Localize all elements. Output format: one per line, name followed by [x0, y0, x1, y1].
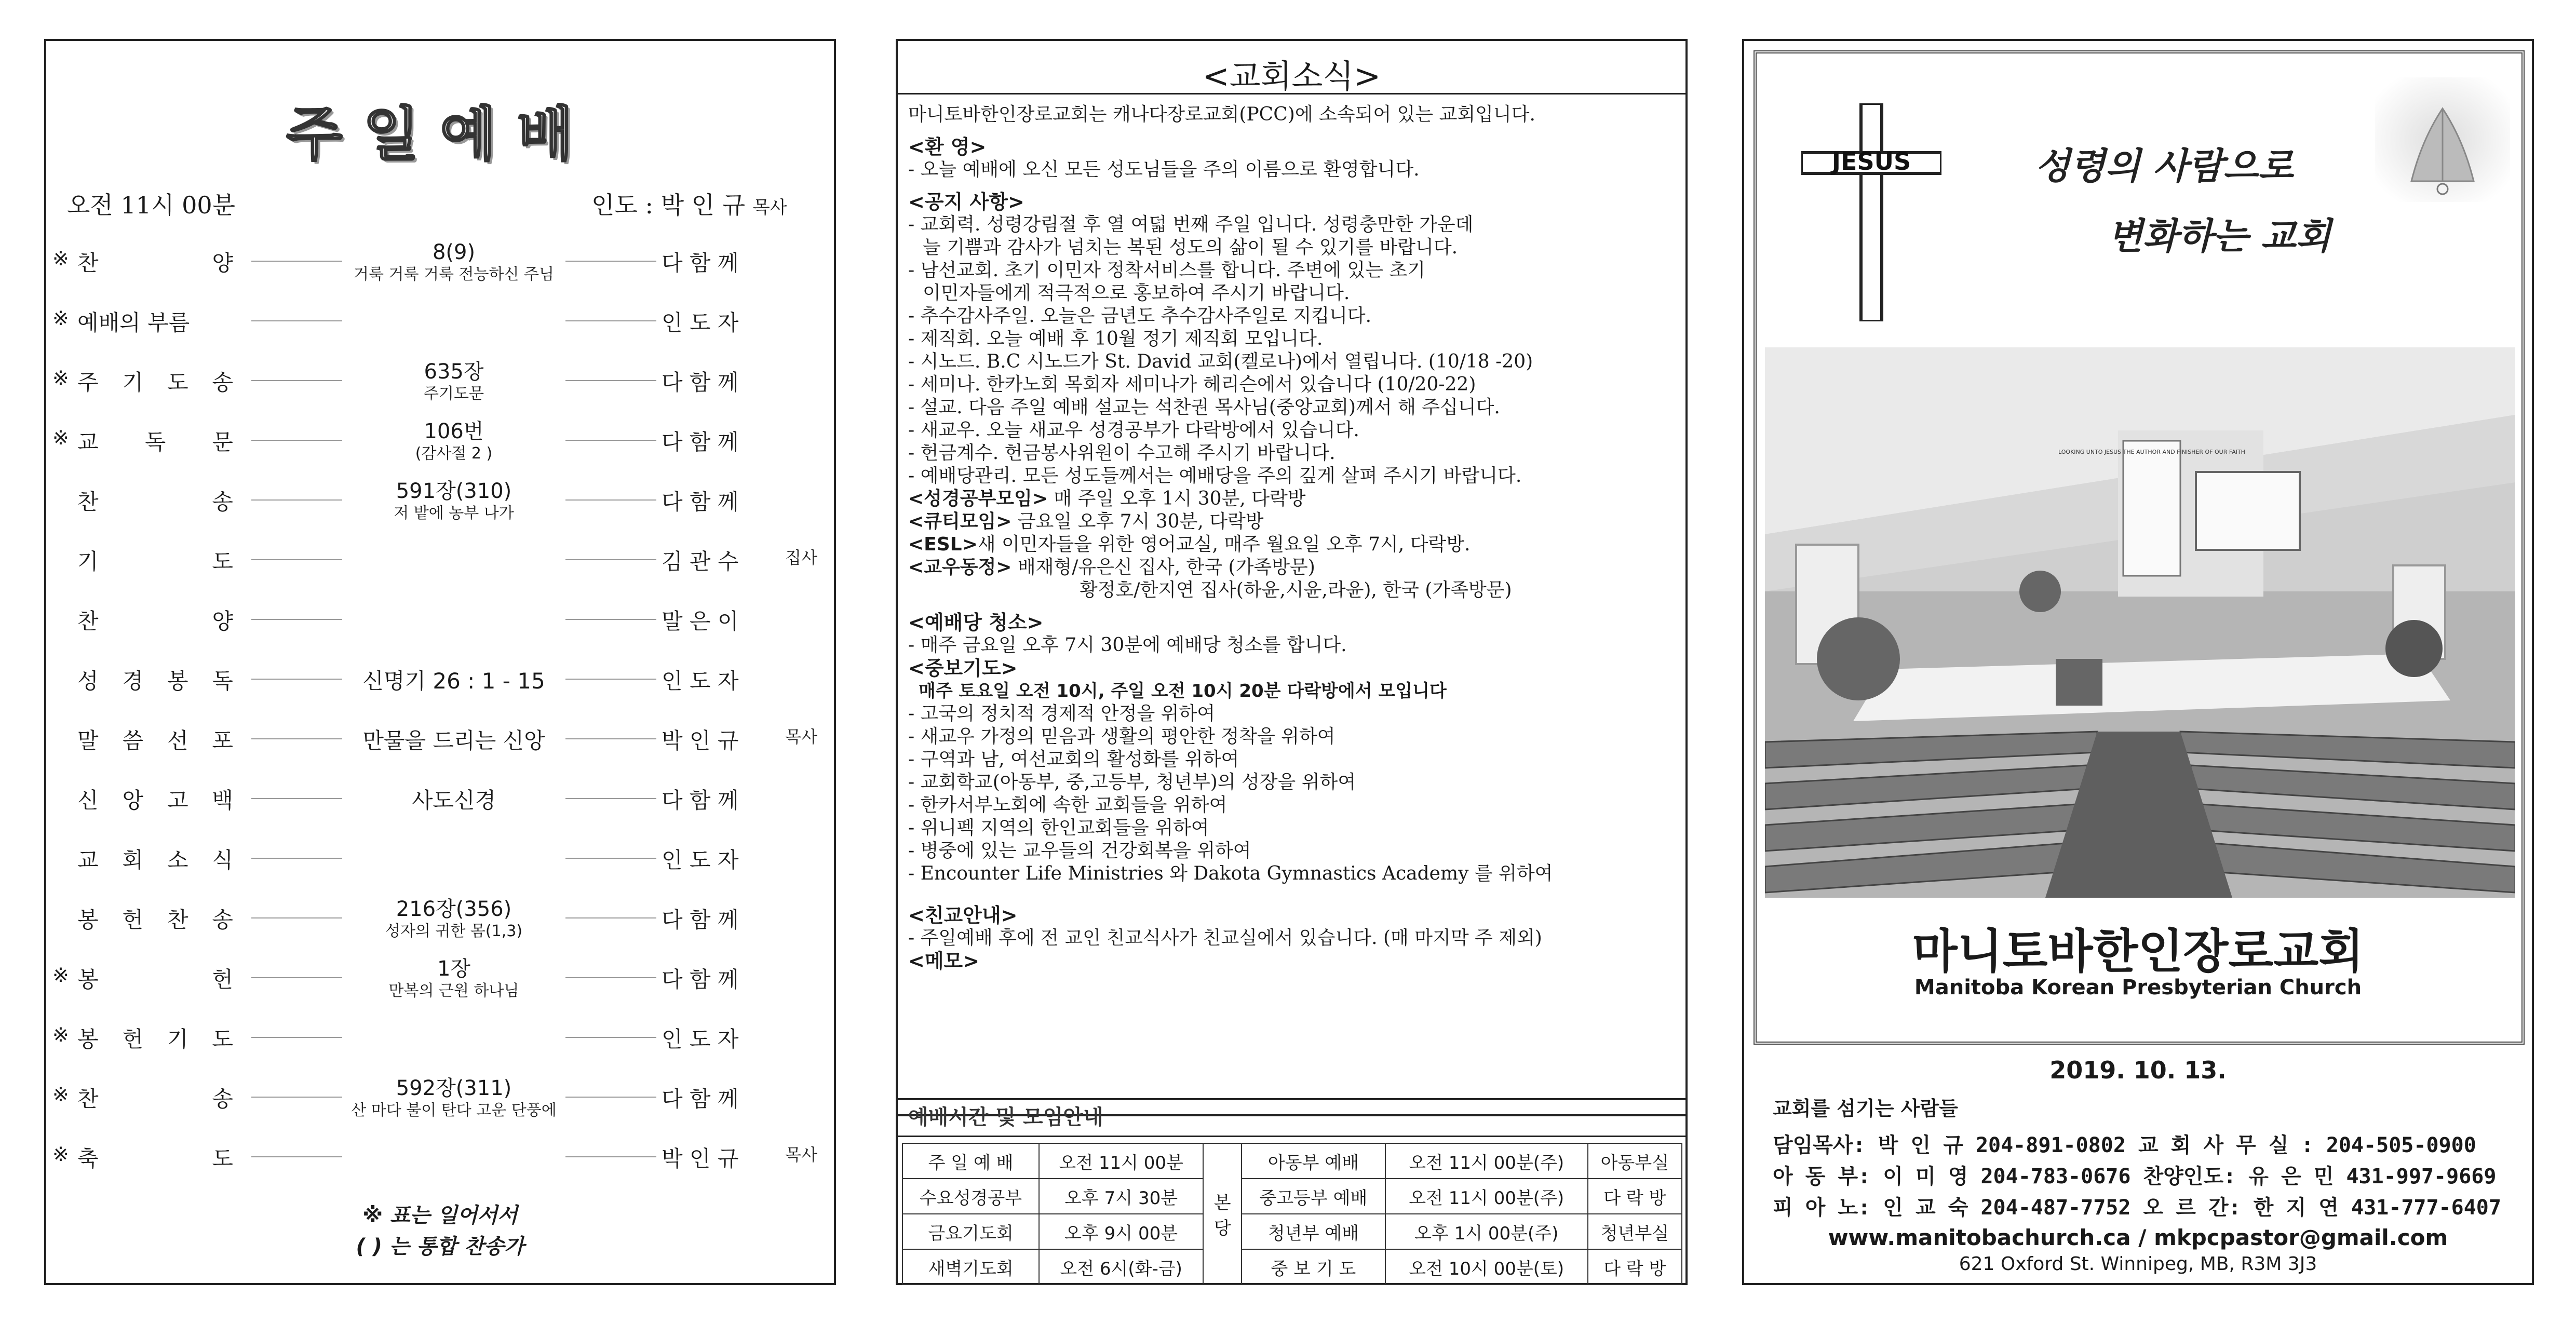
prayer-list: [908, 702, 1682, 885]
schedule-title: 예배시간 및 모임안내: [898, 1100, 1685, 1137]
notice-item: - 헌금계수. 헌금봉사위원이 수고해 주시기 바랍니다.: [908, 442, 1336, 464]
item-person: 다 함 께: [662, 907, 739, 933]
notice-heading: <공지 사항>: [908, 191, 1024, 213]
item-content: 592장(311) 산 마다 불이 탄다 고운 단풍에: [351, 1076, 557, 1119]
item-content: 1장 만복의 근원 하나님: [388, 957, 519, 1000]
item-label: 봉 헌 찬 송: [77, 907, 233, 933]
standing-mark: ※: [52, 1023, 69, 1046]
prayer-time: 매주 토요일 오전 10시, 주일 오전 10시 20분 다락방에서 모입니다: [919, 681, 1447, 701]
clean-heading: <예배당 청소>: [908, 611, 1044, 634]
worship-item: [46, 773, 838, 830]
bible-heading: <성경공부모임>: [908, 488, 1048, 509]
fellowship-text: - 주일예배 후에 전 교인 친교식사가 친교실에서 있습니다. (매 마지막 주 제외): [908, 927, 1542, 949]
item-person: 다 함 께: [662, 788, 739, 813]
church-name-english: Manitoba Korean Presbyterian Church: [1914, 976, 2362, 999]
item-label: 성 경 봉 독: [77, 668, 233, 694]
item-content: 8(9) 거룩 거룩 거룩 전능하신 주님: [354, 240, 554, 283]
news-divider: [898, 93, 1685, 94]
worship-leader-title: 목사: [752, 197, 787, 218]
item-person: 다 함 께: [662, 250, 739, 276]
notice-item: - 새교우. 오늘 새교우 성경공부가 다락방에서 있습니다.: [908, 420, 1359, 441]
place-main: 본당: [1203, 1143, 1242, 1285]
worship-item: [46, 594, 838, 651]
prayer-item: - 병중에 있는 교우들의 건강회복을 위하여: [908, 840, 1251, 861]
item-label: 찬 송: [77, 489, 233, 515]
contact-row-pastor: 담임목사: 박 인 규 204-891-0802 교 회 사 무 실 : 204-505-0900: [1773, 1133, 2476, 1157]
item-content: 591장(310) 저 밭에 농부 나가: [394, 479, 514, 522]
church-address: 621 Oxford St. Winnipeg, MB, R3M 3J3: [1959, 1253, 2317, 1275]
worship-item: [46, 355, 838, 412]
standing-mark: ※: [52, 367, 69, 389]
cover-panel: [1742, 39, 2534, 1285]
notice-item: 늘 기쁨과 감사가 넘치는 복된 성도의 삶이 될 수 있기를 바랍니다.: [923, 237, 1458, 258]
prayer-item: - 교회학교(아동부, 중,고등부, 청년부)의 성장을 위하여: [908, 772, 1356, 793]
item-person: 박 인 규 목사: [662, 727, 817, 753]
item-person: 다 함 께: [662, 370, 739, 395]
schedule-row: 수요성경공부 오후 7시 30분 중고등부 예배 오전 11시 00분(주) 다 락 방: [902, 1179, 1682, 1214]
prayer-heading: <중보기도>: [908, 657, 1018, 680]
note-standing: ※ 표는 일어서서: [362, 1204, 518, 1227]
worship-item: [46, 1012, 838, 1069]
item-label: 봉 헌: [77, 967, 233, 992]
standing-mark: ※: [52, 247, 69, 270]
sanctuary-photo: [1765, 347, 2515, 898]
worship-order-panel: [44, 39, 836, 1285]
worship-item: [46, 833, 838, 890]
jesus-cross-logo: [1801, 103, 1941, 321]
worship-time: 오전 11시 00분: [67, 191, 236, 219]
schedule-row: 금요기도회 오후 9시 00분 청년부 예배 오후 1시 00분(주) 청년부실: [902, 1214, 1682, 1249]
standing-mark: ※: [52, 426, 69, 449]
standing-mark: ※: [52, 964, 69, 987]
fellowship-heading: <친교안내>: [908, 904, 1018, 927]
contact-row-piano: 피 아 노: 인 교 숙 204-487-7752 오 르 간: 한 지 연 431-777-6407: [1773, 1196, 2501, 1220]
item-content: 사도신경: [411, 788, 496, 813]
item-person: 김 관 수 집사: [662, 548, 817, 574]
news-intro: 마니토바한인장로교회는 캐나다장로교회(PCC)에 소속되어 있는 교회입니다.: [908, 104, 1535, 125]
item-label: 찬 송: [77, 1086, 233, 1112]
prayer-item: - Encounter Life Ministries 와 Dakota Gymnastics Academy 를 위하여: [908, 863, 1553, 884]
prayer-item: - 위니펙 지역의 한인교회들을 위하여: [908, 817, 1209, 839]
news-title: <교회소식>: [1202, 57, 1381, 95]
worship-item: [46, 1072, 838, 1129]
qt-text: 금요일 오후 7시 30분, 다락방: [1011, 511, 1264, 532]
worship-item: [46, 713, 838, 771]
worship-item: [46, 295, 838, 353]
worship-item: [46, 415, 838, 472]
esl-heading: <ESL>: [908, 534, 978, 555]
praying-hands-image: [2375, 77, 2510, 202]
item-person: 다 함 께: [662, 429, 739, 455]
worship-item: [46, 893, 838, 950]
item-label: 찬 양: [77, 609, 233, 634]
worship-item: [46, 534, 838, 591]
standing-mark: ※: [52, 1143, 69, 1166]
members-text-2: 황정호/한지연 집사(하윤,시윤,라윤), 한국 (가족방문): [1080, 579, 1512, 601]
worship-title: 주일예배: [286, 101, 594, 168]
item-content: 216장(356) 성자의 귀한 몸(1,3): [385, 897, 523, 940]
notice-item: - 시노드. B.C 시노드가 St. David 교회(켈로나)에서 열립니다. (10/18 -20): [908, 351, 1533, 372]
esl-text: 새 이민자들을 위한 영어교실, 매주 월요일 오후 7시, 다락방.: [977, 534, 1471, 555]
worship-item: [46, 654, 838, 711]
prayer-item: - 한카서부노회에 속한 교회들을 위하여: [908, 794, 1228, 816]
qt-heading: <큐티모임>: [908, 511, 1012, 532]
church-name-korean: 마니토바한인장로교회: [1912, 924, 2364, 979]
notice-item: - 설교. 다음 주일 예배 설교는 석찬권 목사님(중앙교회)께서 해 주십니다.: [908, 397, 1500, 418]
item-label: 봉 헌 기 도: [77, 1026, 233, 1052]
item-person: 인 도 자: [662, 668, 739, 694]
slogan-line-2: 변화하는 교회: [2108, 215, 2331, 258]
logo-text: JESUS: [1831, 147, 1911, 175]
item-person: 인 도 자: [662, 310, 739, 335]
notice-list: [908, 213, 1682, 488]
standing-mark: ※: [52, 1083, 69, 1106]
memo-heading: <메모>: [908, 950, 980, 972]
item-label: 주 기 도 송: [77, 370, 233, 395]
schedule-table: [902, 1143, 1682, 1285]
item-content: 신명기 26 : 1 - 15: [362, 668, 545, 694]
worship-item: [46, 236, 838, 293]
item-label: 교 독 문: [77, 429, 233, 455]
notice-item: - 예배당관리. 모든 성도들께서는 예배당을 주의 깊게 살펴 주시기 바랍니다.: [908, 465, 1522, 487]
item-label: 예배의 부름: [77, 310, 190, 335]
church-news-panel: [896, 39, 1688, 1116]
item-label: 신 앙 고 백: [77, 788, 233, 813]
item-person: 다 함 께: [662, 489, 739, 515]
bible-text: 매 주일 오후 1시 30분, 다락방: [1047, 488, 1306, 509]
notice-item: - 남선교회. 초기 이민자 정착서비스를 합니다. 주변에 있는 초기: [908, 260, 1425, 281]
note-hymnal: ( ) 는 통합 찬송가: [356, 1235, 524, 1259]
members-heading: <교우동정>: [908, 557, 1012, 578]
item-label: 말 씀 선 포: [77, 728, 233, 753]
website-email[interactable]: www.manitobachurch.ca / mkpcpastor@gmail.com: [1828, 1225, 2448, 1250]
bulletin-date: 2019. 10. 13.: [2049, 1056, 2227, 1084]
item-label: 기 도: [77, 549, 233, 574]
svg-text:LOOKING UNTO JESUS THE AUTHOR: [2058, 449, 2245, 455]
item-label: 교 회 소 식: [77, 847, 233, 873]
contact-row-children: 아 동 부: 이 미 영 204-783-0676 찬양인도: 유 은 민 431-997-9669: [1773, 1165, 2497, 1188]
notice-item: - 추수감사주일. 오늘은 금년도 추수감사주일로 지킵니다.: [908, 305, 1372, 327]
clean-text: - 매주 금요일 오후 7시 30분에 예배당 청소를 합니다.: [908, 634, 1347, 656]
notice-item: 이민자들에게 적극적으로 홍보하여 주시기 바랍니다.: [923, 282, 1350, 304]
item-person: 인 도 자: [662, 847, 739, 873]
item-person: 박 인 규 목사: [662, 1145, 817, 1171]
worship-leader: [591, 186, 787, 221]
schedule-row: 새벽기도회 오전 6시(화-금) 중 보 기 도 오전 10시 00분(토) 다 락 방: [902, 1249, 1682, 1285]
prayer-item: - 고국의 정치적 경제적 안정을 위하여: [908, 703, 1216, 724]
worship-item: [46, 475, 838, 532]
worship-item: [46, 952, 838, 1009]
notice-item: - 교회력. 성령강림절 후 열 여덟 번째 주일 입니다. 성령충만한 가운데: [908, 214, 1474, 235]
members-text-1: 배재형/유은신 집사, 한국 (가족방문): [1011, 557, 1315, 578]
worship-item: [46, 1131, 838, 1188]
item-label: 찬 양: [77, 250, 233, 276]
item-label: 축 도: [77, 1146, 233, 1171]
schedule-box: [896, 1098, 1688, 1285]
prayer-item: - 새교우 가정의 믿음과 생활의 평안한 정착을 위하여: [908, 726, 1336, 747]
wall-text: LOOKING UNTO JESUS THE AUTHOR AND FINISHER OF OUR FAITH: [2058, 449, 2245, 455]
standing-mark: ※: [52, 307, 69, 330]
item-content: 635장 주기도문: [424, 360, 484, 403]
welcome-text: - 오늘 예배에 오신 모든 성도님들을 주의 이름으로 환영합니다.: [908, 159, 1420, 180]
news-body: [908, 103, 1682, 972]
item-person: 다 함 께: [662, 967, 739, 992]
welcome-heading: <환 영>: [908, 136, 987, 158]
servers-heading: 교회를 섬기는 사람들: [1773, 1097, 1958, 1120]
schedule-row: 주 일 예 배 오전 11시 00분 본당 아동부 예배 오전 11시 00분(주) 아동부실: [902, 1143, 1682, 1179]
worship-leader-name: 인도 : 박 인 규: [591, 191, 746, 219]
item-person: 인 도 자: [662, 1026, 739, 1052]
item-content: 106번 (감사절 2 ): [415, 420, 493, 463]
item-person: 다 함 께: [662, 1086, 739, 1112]
notice-item: - 제직회. 오늘 예배 후 10월 정기 제직회 모입니다.: [908, 328, 1323, 349]
notice-item: - 세미나. 한카노회 목회자 세미나가 헤리슨에서 있습니다 (10/20-22): [908, 374, 1476, 395]
item-person: 말 은 이: [662, 609, 739, 634]
prayer-item: - 구역과 남, 여선교회의 활성화를 위하여: [908, 749, 1239, 770]
slogan-line-1: 성령의 사람으로: [2035, 145, 2294, 187]
item-content: 만물을 드리는 신앙: [362, 728, 545, 753]
